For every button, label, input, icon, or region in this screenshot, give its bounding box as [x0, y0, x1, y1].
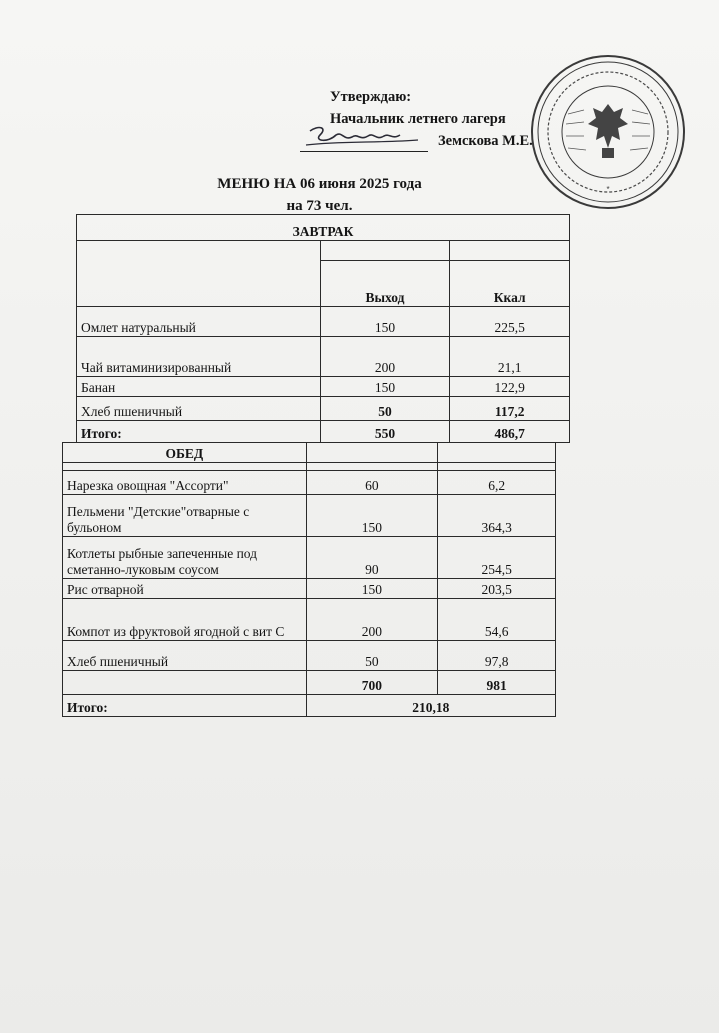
table-row: Хлеб пшеничный 50 117,2	[77, 397, 570, 421]
lunch-sum-row: 700 981	[63, 671, 556, 695]
svg-text:*: *	[606, 185, 610, 194]
table-row: Рис отварной 150 203,5	[63, 579, 556, 599]
column-header-kcal: Ккал	[450, 261, 570, 307]
signature-line	[300, 133, 428, 152]
lunch-total-row: Итого: 210,18	[63, 695, 556, 717]
column-header-out: Выход	[320, 261, 450, 307]
handwritten-signature	[300, 121, 428, 151]
table-row: Омлет натуральный 150 225,5	[77, 307, 570, 337]
table-row: Чай витаминизированный 200 21,1	[77, 337, 570, 377]
lunch-section-header: ОБЕД	[63, 443, 307, 463]
breakfast-total-row: Итого: 550 486,7	[77, 421, 570, 443]
approver-name: Земскова М.Е.	[438, 133, 533, 149]
breakfast-section-header: ЗАВТРАК	[77, 215, 570, 241]
approval-position: Начальник летнего лагеря	[330, 111, 506, 127]
table-row: Банан 150 122,9	[77, 377, 570, 397]
table-row: Котлеты рыбные запеченные под сметанно-луковым соусом 90 254,5	[63, 537, 556, 579]
lunch-table	[62, 442, 556, 717]
approval-heading: Утверждаю:	[330, 89, 412, 105]
table-row: Компот из фруктовой ягодной с вит С 200 54,6	[63, 599, 556, 641]
approval-block	[300, 86, 533, 152]
menu-title: МЕНЮ НА 06 июня 2025 года	[217, 176, 422, 192]
breakfast-table	[76, 214, 570, 443]
table-row: Нарезка овощная "Ассорти" 60 6,2	[63, 471, 556, 495]
menu-subtitle: на 73 чел.	[286, 198, 353, 214]
table-row: Хлеб пшеничный 50 97,8	[63, 641, 556, 671]
table-row: Пельмени "Детские"отварные с бульоном 150 364,3	[63, 495, 556, 537]
